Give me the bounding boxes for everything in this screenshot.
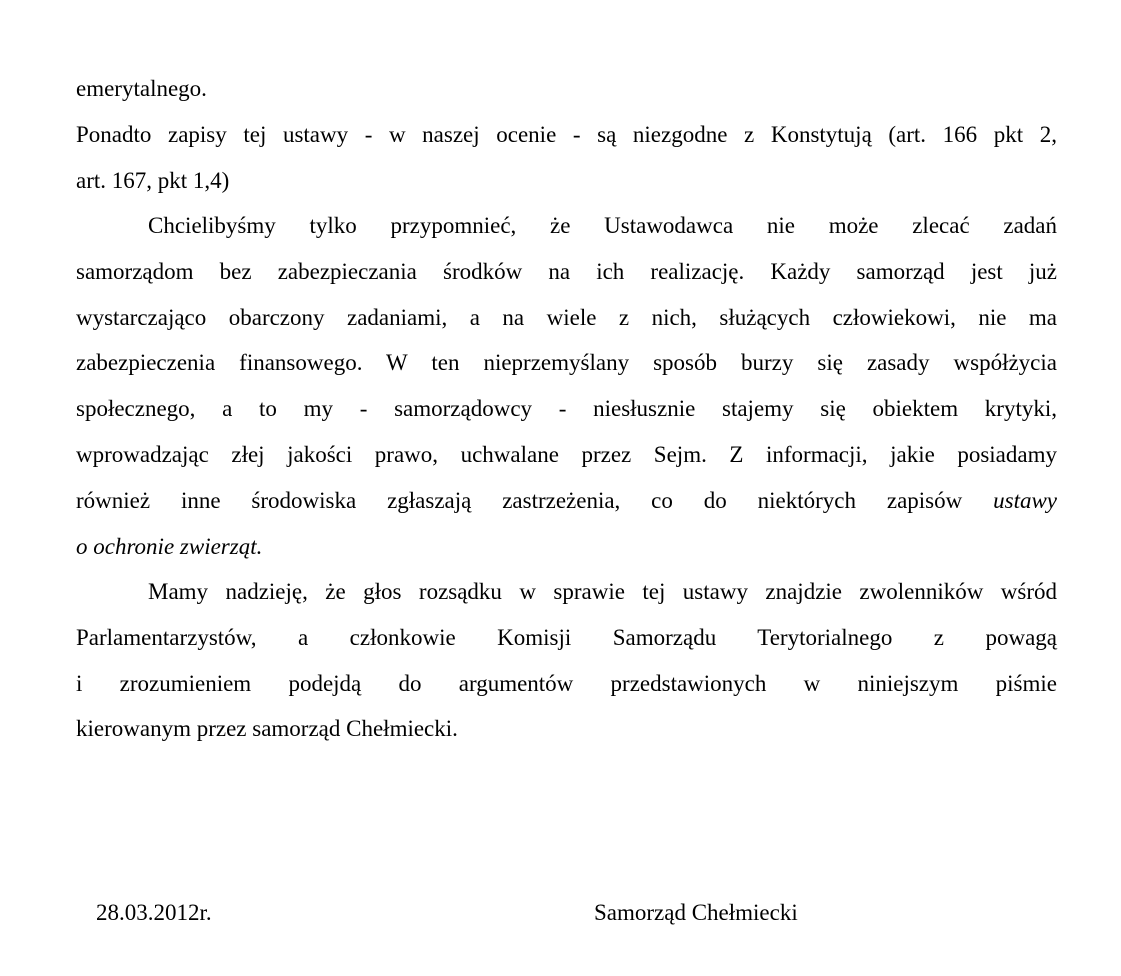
text-line-with-italic <box>76 478 1057 524</box>
text-line: zabezpieczenia finansowego. W ten nieprzemyślany sposób burzy się zasady współżycia <box>76 350 1057 375</box>
text-line: społecznego, a to my - samorządowcy - niesłusznie stajemy się obiektem krytyki, <box>76 396 1057 421</box>
letter-date: 28.03.2012r. <box>96 900 212 925</box>
text-line: Parlamentarzystów, a członkowie Komisji Samorządu Terytorialnego z powagą <box>76 625 1057 650</box>
text-line: i zrozumieniem podejdą do argumentów przedstawionych w niniejszym piśmie <box>76 671 1057 696</box>
text-line: wystarczająco obarczony zadaniami, a na wiele z nich, służących człowiekowi, nie ma <box>76 305 1057 330</box>
italic-line: o ochronie zwierząt. <box>76 534 263 559</box>
paragraph-first-line: Mamy nadzieję, że głos rozsądku w sprawie tej ustawy znajdzie zwolenników wśród <box>148 579 1057 604</box>
text-line: art. 167, pkt 1,4) <box>76 168 230 193</box>
letter-signature: Samorząd Chełmiecki <box>594 900 798 925</box>
italic-segment: ustawy <box>993 488 1058 513</box>
paragraph-first-line: Chcielibyśmy tylko przypomnieć, że Ustawodawca nie może zlecać zadań <box>148 213 1057 238</box>
text-line: samorządom bez zabezpieczania środków na ich realizację. Każdy samorząd jest już <box>76 259 1057 284</box>
text-line: Ponadto zapisy tej ustawy - w naszej ocenie - są niezgodne z Konstytują (art. 166 pkt 2, <box>76 122 1057 147</box>
text-line: wprowadzając złej jakości prawo, uchwalane przez Sejm. Z informacji, jakie posiadamy <box>76 442 1057 467</box>
text-line: emerytalnego. <box>76 76 207 101</box>
text-line: kierowanym przez samorząd Chełmiecki. <box>76 716 458 741</box>
text-segment: również inne środowiska zgłaszają zastrzeżenia, co do niektórych zapisów <box>76 488 963 513</box>
